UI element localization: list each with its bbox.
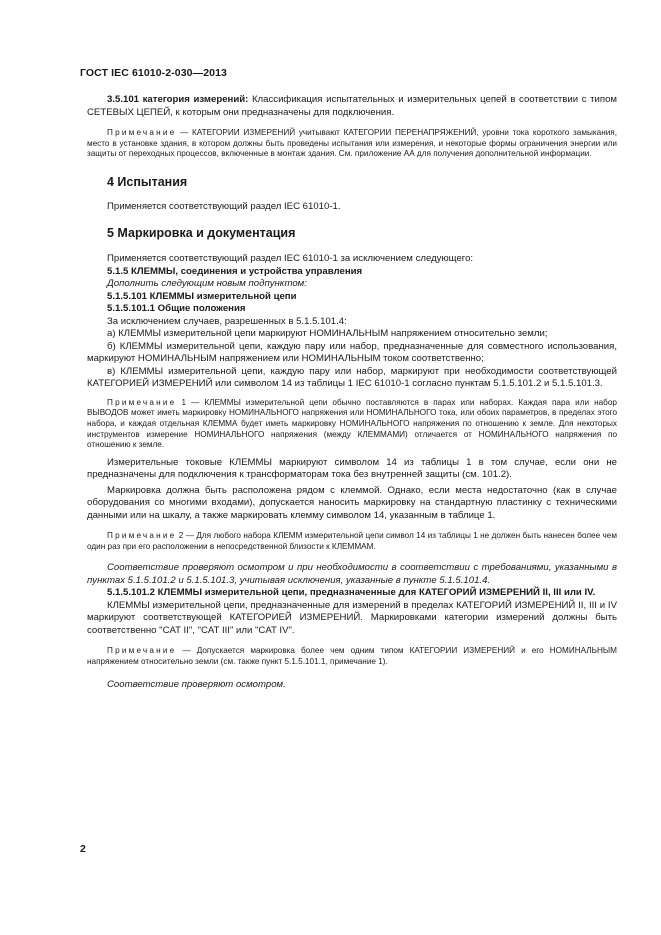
clause-5-1-5-title: 5.1.5 КЛЕММЫ, соединения и устройства управления	[107, 265, 363, 277]
definition-term: 3.5.101 категория измерений:	[107, 94, 249, 105]
note-number: 1	[176, 397, 187, 407]
list-item-c: в) КЛЕММЫ измерительной цепи, каждую пару или набор, маркируют при необходимости соответствующей КАТЕГОРИЕЙ ИЗМЕРЕНИЙ или символом 14 из таблицы 1 IEC 61010-1 согласно пунктам 5.1.5.101.2 и 5.1.5.101.3.	[87, 365, 617, 390]
section-4-text: Применяется соответствующий раздел IEC 61010-1.	[107, 200, 341, 212]
note-text: — КЛЕММЫ измерительной цепи обычно поставляются в парах или наборах. Каждая пара или набор ВЫВОДОВ может иметь маркировку НОМИНАЛЬНОГО напряжения или НОМИНАЛЬНОГО тока, или обоих параметров, в пределах этого набора, и каждая отдельная КЛЕММА будет иметь маркировку НОМИНАЛЬНОГО напряжения по отношению к земле. Для некоторых инструментов измерение НОМИНАЛЬНОГО напряжения (между КЛЕММАМИ) отличается от НОМИНАЛЬНОГО напряжения по отношению к земле.	[87, 397, 617, 450]
note-text: — Для любого набора КЛЕММ измерительной цепи символ 14 из таблицы 1 не должен быть нанесен более чем один раз при его расположении в непосредственной близости к КЛЕММАМ.	[87, 531, 617, 551]
clause-5-1-5-101-1-title: 5.1.5.101.1 Общие положения	[107, 303, 246, 315]
page-content	[87, 94, 617, 691]
note-label: Примечание	[107, 646, 177, 656]
definition-text: Классификация испытательных и измерительных цепей в соответствии с типом СЕТЕВЫХ ЦЕПЕЙ, к которым они предназначены для подключения.	[87, 94, 618, 118]
note-2	[87, 531, 617, 552]
note-text: — Допускается маркировка более чем одним типом КАТЕГОРИИ ИЗМЕРЕНИЙ и его НОМИНАЛЬНЫМ напряжением относительно земли (см. также пункт 5.1.5.101.1, примечание 1).	[87, 646, 617, 667]
note-label: Примечание	[107, 531, 177, 541]
note-label: Примечание	[107, 128, 177, 137]
compliance-check-1: Соответствие проверяют осмотром и при необходимости в соответствии с требованиями, указанными в пунктах 5.1.5.101.2 и 5.1.5.101.3, учитывая исключения, указанные в пункте 5.1.5.101.4.	[87, 562, 617, 586]
clause-5-1-5-101-2-text: КЛЕММЫ измерительной цепи, предназначенные для измерений в пределах КАТЕГОРИЙ ИЗМЕРЕНИЙ II, III и IV маркируют соответствующей КАТЕГОРИЕЙ ИЗМЕРЕНИЙ. Маркировками категории измерений должны быть соответственно "CAT II", "CAT III" или "CAT IV".	[87, 599, 617, 636]
clause-5-1-5-101-1-intro: За исключением случаев, разрешенных в 5.1.5.101.4:	[107, 315, 347, 327]
clause-5-1-5-101-title: 5.1.5.101 КЛЕММЫ измерительной цепи	[107, 290, 297, 302]
page-header: ГОСТ IEC 61010-2-030—2013	[80, 67, 227, 79]
paragraph-marking-location: Маркировка должна быть расположена рядом с клеммой. Однако, если места недостаточно (как в случае оборудования со многими входами), допускается наносить маркировку на стандартную пластинку с техническими данными или на шкалу, а также маркировать клемму символом 14, указанным в таблице 1.	[87, 484, 617, 521]
list-item-a: а) КЛЕММЫ измерительной цепи маркируют НОМИНАЛЬНЫМ напряжением относительно земли;	[107, 328, 548, 340]
note-1	[87, 398, 617, 451]
paragraph-current-terminals: Измерительные токовые КЛЕММЫ маркируют символом 14 из таблицы 1 в том случае, если они не предназначены для подключения к трансформаторам тока без внутренней защиты (см. 101.2).	[87, 456, 617, 481]
section-5-title: 5 Маркировка и документация	[107, 226, 296, 241]
clause-5-1-5-101-2-title: 5.1.5.101.2 КЛЕММЫ измерительной цепи, предназначенные для КАТЕГОРИЙ ИЗМЕРЕНИЙ II, III или IV.	[107, 587, 596, 599]
note-text: — КАТЕГОРИИ ИЗМЕРЕНИЙ учитывают КАТЕГОРИИ ПЕРЕНАПРЯЖЕНИЙ, уровни тока короткого замыкания, место в установке здания, в котором должны быть проведены испытания или измерения, и некоторые формы ограничения энергии или защиты от переходных процессов, включенные в монтаж здания. См. приложение АА для получения дополнительной информации.	[87, 128, 617, 159]
note-label: Примечание	[107, 397, 177, 407]
page-number: 2	[80, 843, 86, 855]
section-5-intro: Применяется соответствующий раздел IEC 61010-1 за исключением следующего:	[107, 253, 474, 265]
list-item-b: б) КЛЕММЫ измерительной цепи, каждую пару или набор, предназначенные для совместного использования, маркируют НОМИНАЛЬНЫМ напряжением или НОМИНАЛЬНЫМ током соответственно;	[87, 340, 617, 365]
clause-5-1-5-add: Дополнить следующим новым подпунктом:	[107, 278, 307, 290]
definition-3-5-101	[87, 94, 617, 119]
compliance-check-2: Соответствие проверяют осмотром.	[107, 678, 286, 690]
note-number: 2	[176, 531, 184, 541]
note-measurement-categories	[87, 128, 617, 160]
section-4-title: 4 Испытания	[107, 174, 188, 189]
note-3	[87, 646, 617, 667]
